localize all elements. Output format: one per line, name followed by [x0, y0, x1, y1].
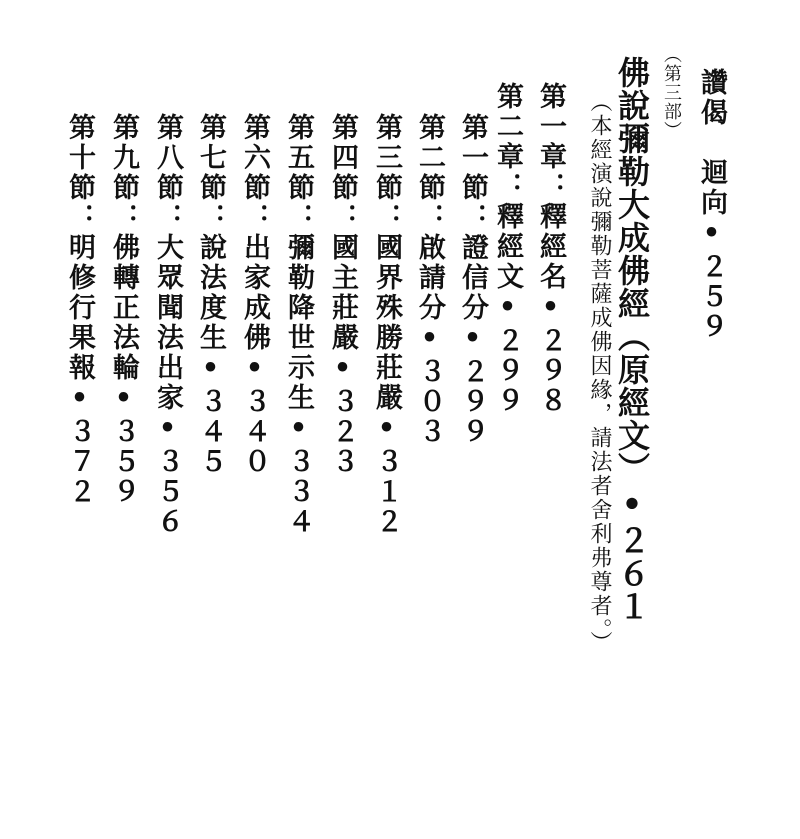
toc-section-8: 第八節：大眾聞法出家•３５６ — [152, 113, 183, 537]
toc-section-7: 第七節：說法度生•３４５ — [195, 113, 226, 477]
toc-chapter-2: 第二章：釋經文•２９９ — [492, 82, 523, 416]
toc-section-10: 第十節：明修行果報•３７２ — [64, 113, 95, 507]
toc-section-9: 第九節：佛轉正法輪•３５９ — [108, 113, 139, 507]
toc-section-3: 第三節：國界殊勝莊嚴•３１２ — [371, 113, 402, 537]
toc-section-2: 第二節：啟請分•３０３ — [414, 113, 445, 447]
toc-section-1: 第一節：證信分•２９９ — [457, 113, 488, 447]
toc-section-6: 第六節：出家成佛•３４０ — [239, 113, 270, 477]
toc-section-4: 第四節：國主莊嚴•３２３ — [327, 113, 358, 477]
toc-sutra-title: 佛說彌勒大成佛經（原經文）•２６１ — [613, 56, 651, 623]
toc-sutra-note: （本經演說彌勒菩薩成佛因緣，請法者舍利弗尊者。） — [587, 90, 612, 655]
toc-praise: 讚偈 迴向•２５９ — [696, 68, 727, 342]
toc-chapter-1: 第一章：釋經名•２９８ — [535, 82, 566, 416]
toc-section-5: 第五節：彌勒降世示生•３３４ — [283, 113, 314, 537]
toc-part-label: （第三部） — [661, 45, 682, 140]
